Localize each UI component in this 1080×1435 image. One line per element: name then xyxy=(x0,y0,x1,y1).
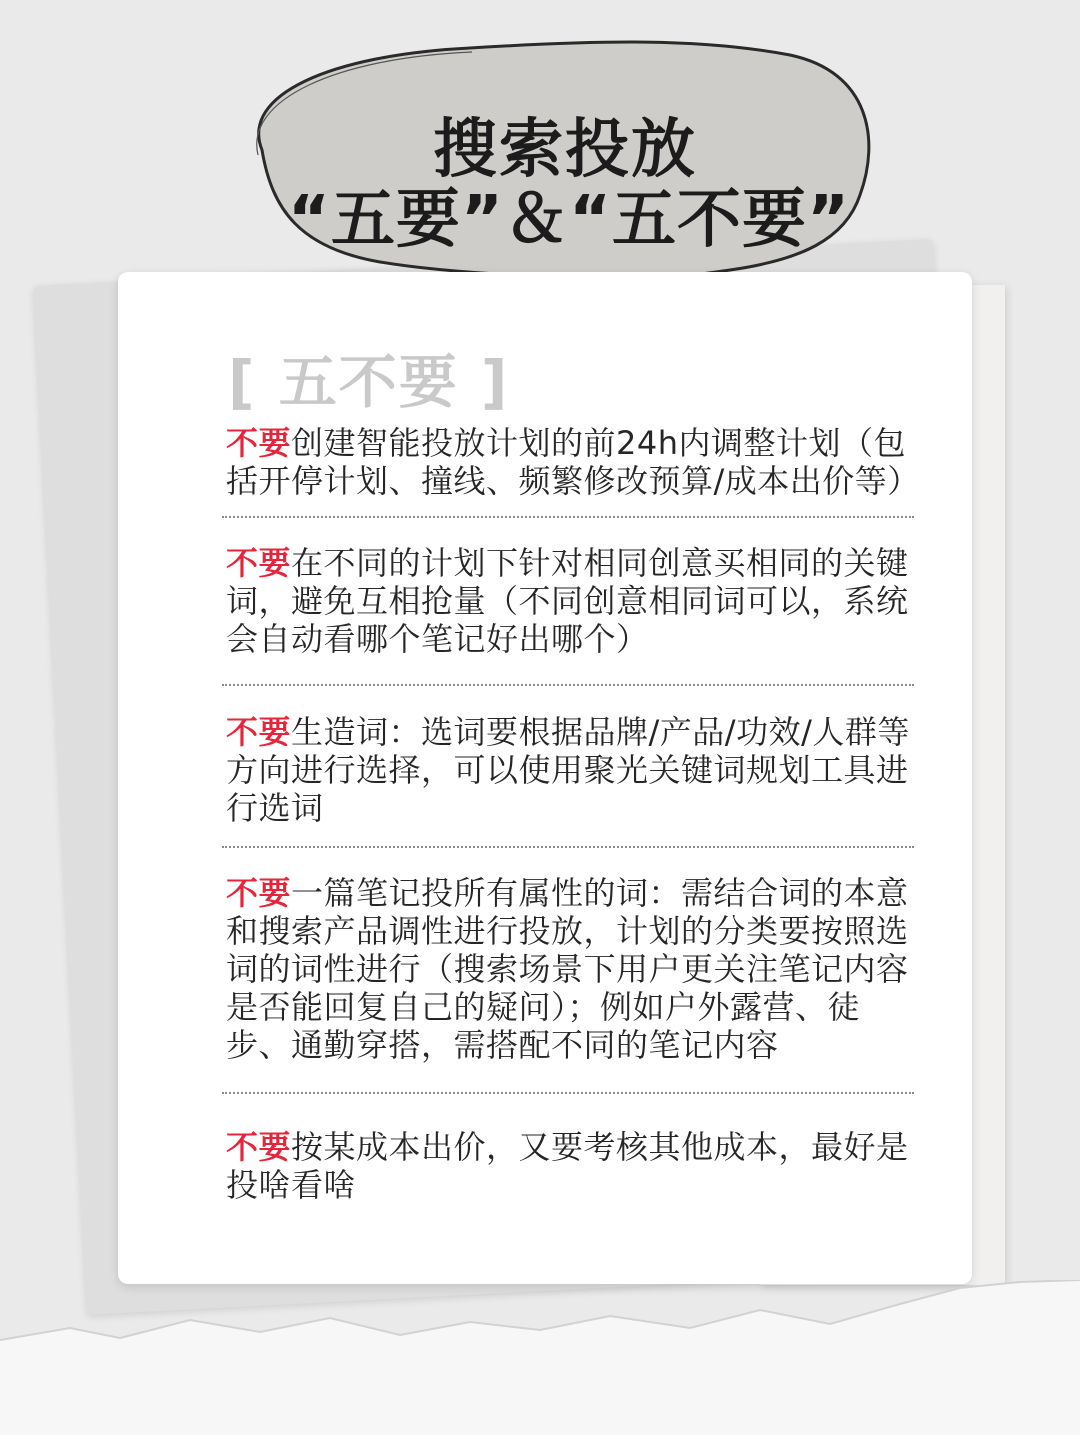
divider xyxy=(222,1092,914,1094)
list-item xyxy=(226,1128,916,1204)
section-heading: [ 五不要 ] xyxy=(228,348,510,416)
item-text: 创建智能投放计划的前24h内调整计划（包括开停计划、撞线、频繁修改预算/成本出价等） xyxy=(226,424,920,500)
item-prefix: 不要 xyxy=(226,713,292,751)
divider xyxy=(222,684,914,686)
item-prefix: 不要 xyxy=(226,874,292,912)
list-item xyxy=(226,874,916,1064)
divider xyxy=(222,516,914,518)
divider xyxy=(222,846,914,848)
page-title: 搜索投放 xyxy=(433,113,697,187)
list-item xyxy=(226,544,916,658)
page-subtitle: “五要”＆“五不要” xyxy=(287,183,851,257)
item-text: 在不同的计划下针对相同创意买相同的关键词，避免互相抢量（不同创意相同词可以，系统会自动看哪个笔记好出哪个） xyxy=(226,544,909,658)
item-text: 生造词：选词要根据品牌/产品/功效/人群等方向进行选择，可以使用聚光关键词规划工具进行选词 xyxy=(226,713,910,827)
torn-paper-bottom xyxy=(0,1280,1080,1435)
item-prefix: 不要 xyxy=(226,544,292,582)
item-text: 按某成本出价，又要考核其他成本，最好是投啥看啥 xyxy=(226,1128,909,1204)
item-text: 一篇笔记投所有属性的词：需结合词的本意和搜索产品调性进行投放，计划的分类要按照选词的词性进行（搜索场景下用户更关注笔记内容是否能回复自己的疑问）；例如户外露营、徒步、通勤穿搭，需搭配不同的笔记内容 xyxy=(226,874,909,1064)
list-item xyxy=(226,713,916,827)
item-prefix: 不要 xyxy=(226,424,292,462)
list-item xyxy=(226,424,920,500)
item-prefix: 不要 xyxy=(226,1128,292,1166)
